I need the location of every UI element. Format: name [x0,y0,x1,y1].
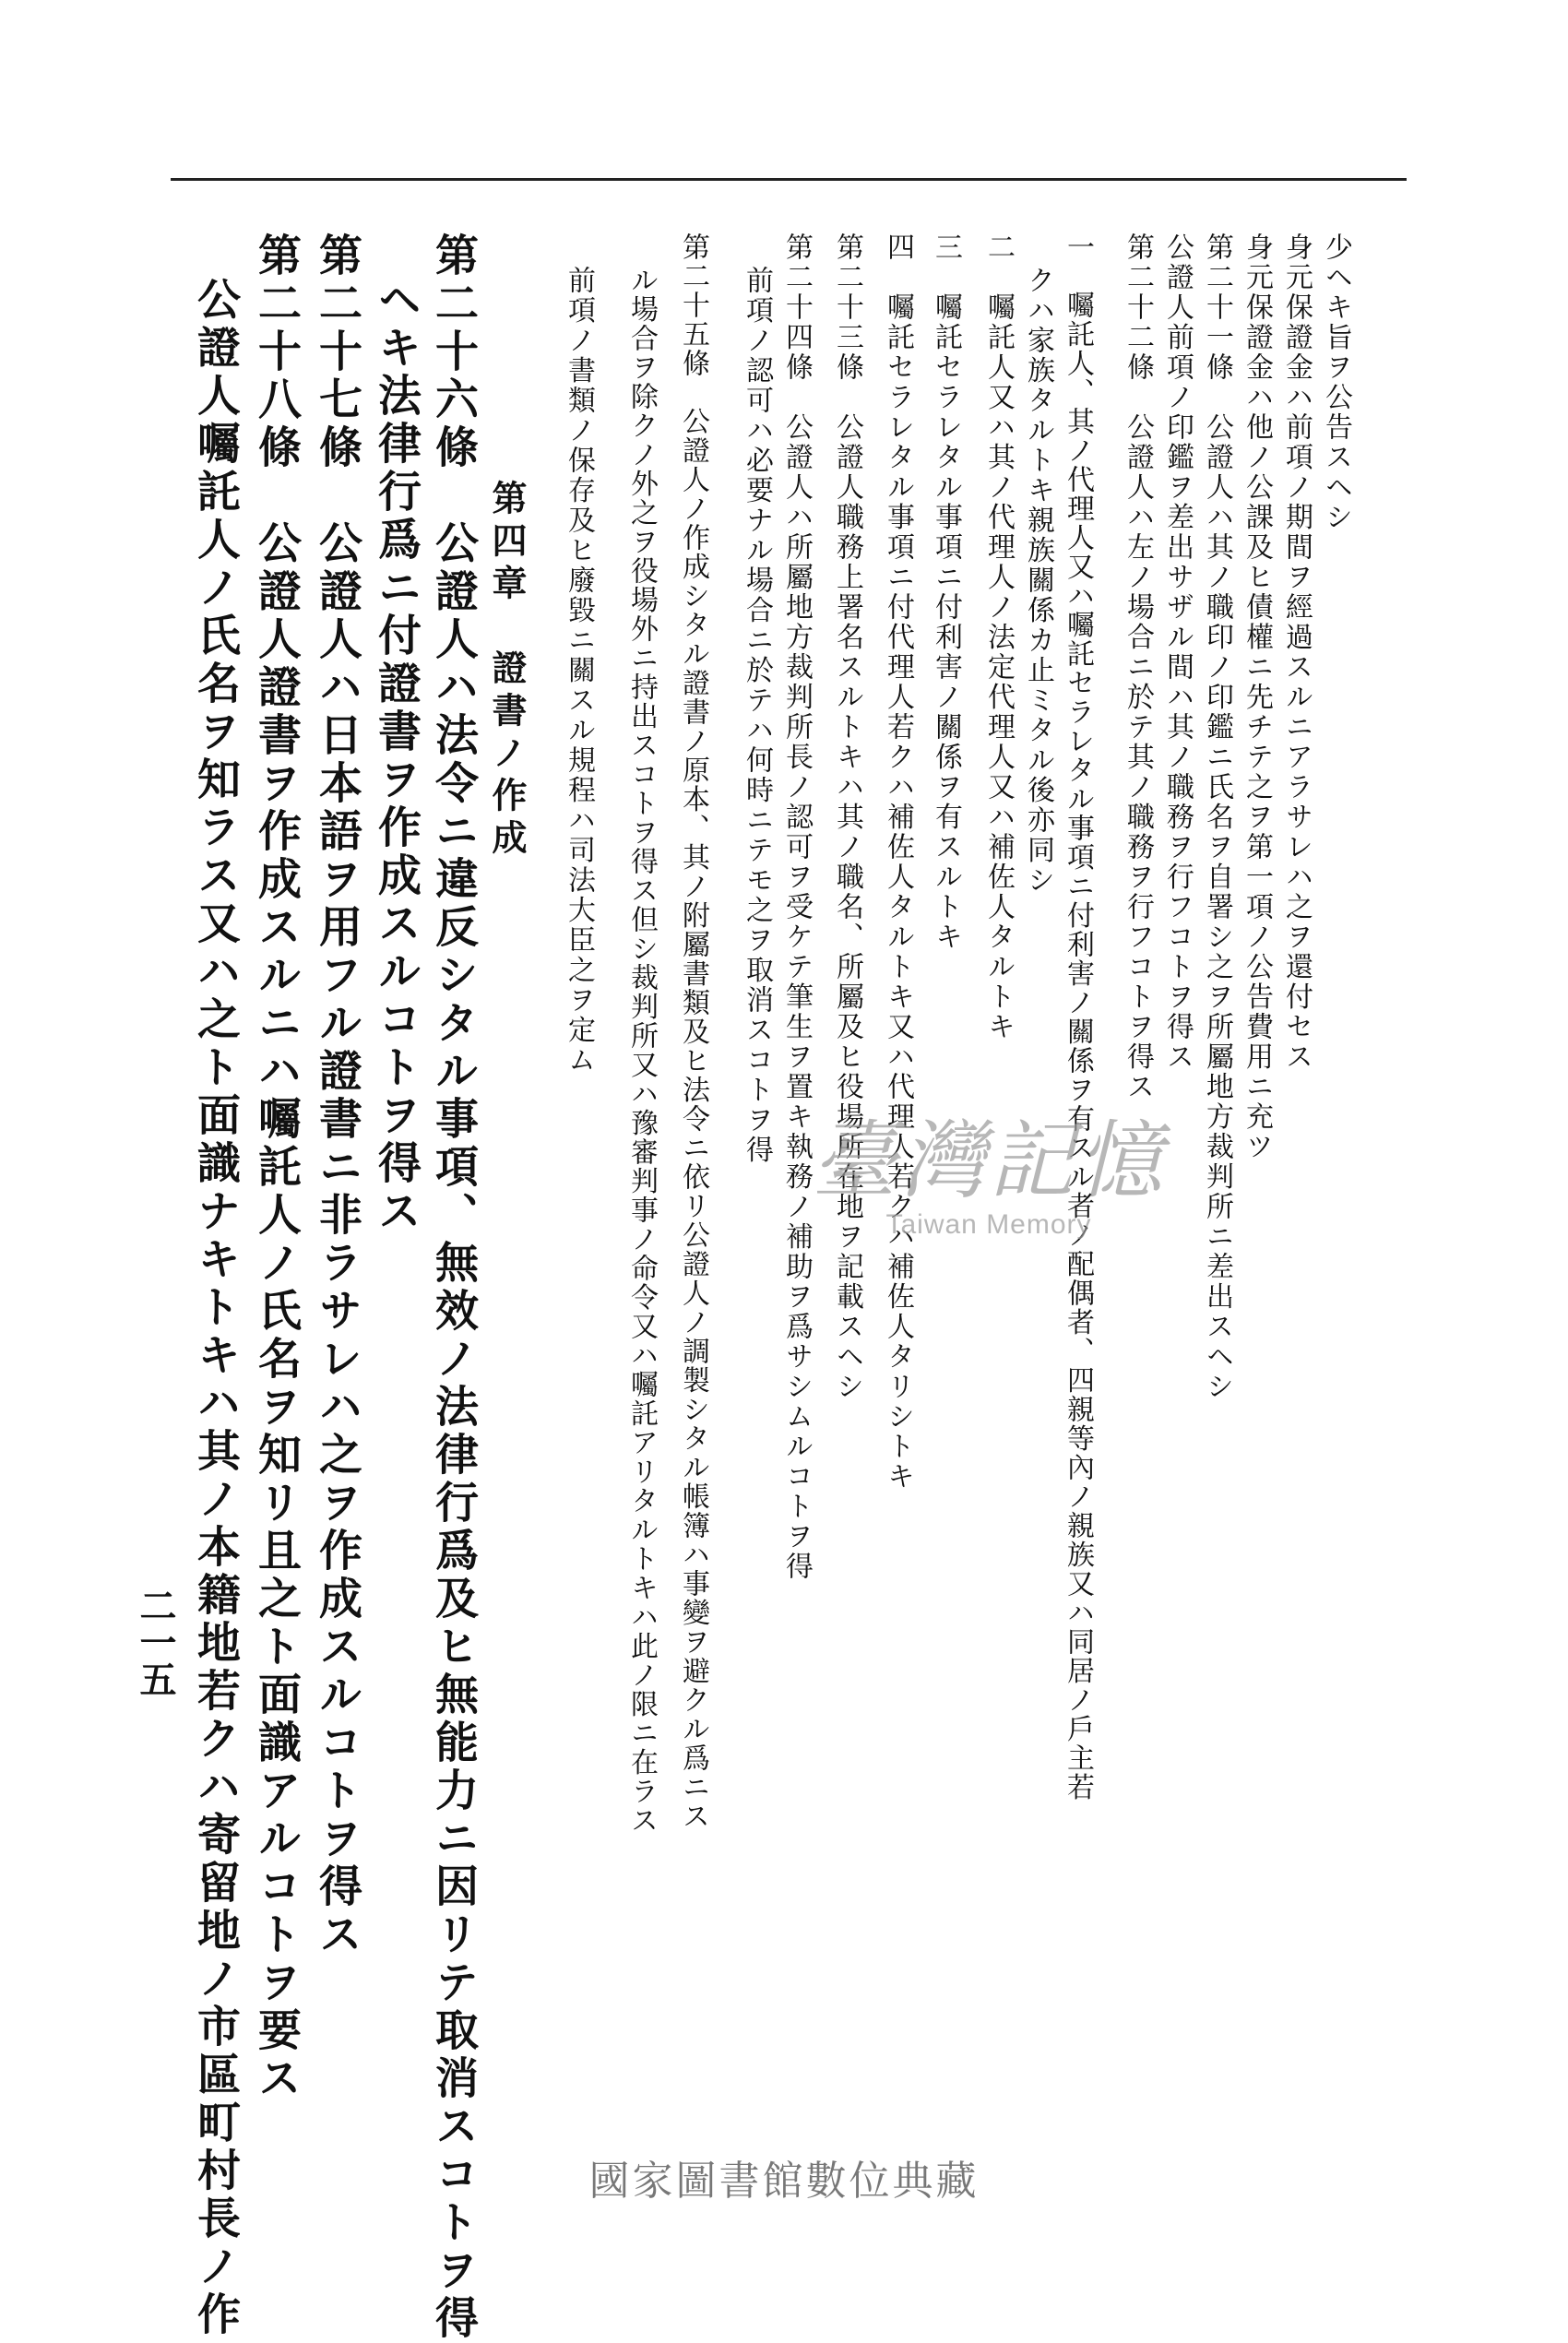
text-column: 四 囑託セラレタル事項ニ付代理人若クハ補佐人タルトキ又ハ代理人若クハ補佐人タリシトキ [882,232,914,1492]
text-column: 三 囑託セラレタル事項ニ付利害ノ關係ヲ有スルトキ [930,232,962,952]
article-22: 第二十二條 公證人ハ左ノ場合ニ於テ其ノ職務ヲ行フコトヲ得ス [1122,232,1154,1102]
header-rule [171,178,1407,181]
text-column: 前項ノ認可ハ必要ナル場合ニ於テハ何時ニテモ之ヲ取消スコトヲ得 [741,266,773,1165]
text-column: 公證人前項ノ印鑑ヲ差出サザル間ハ其ノ職務ヲ行フコトヲ得ス [1161,232,1194,1072]
article-21: 第二十一條 公證人ハ其ノ職印ノ印鑑ニ氏名ヲ自署シ之ヲ所屬地方裁判所ニ差出スヘシ [1201,232,1233,1402]
watermark-title: 臺灣記憶 [812,1112,1167,1210]
article-27: 第二十七條 公證人ハ日本語ヲ用フル證書ニ非ラサレハ之ヲ作成スルコトヲ得ス [312,232,362,1959]
watermark-logo [812,1093,1166,1241]
text-column: ヘキ法律行爲ニ付證書ヲ作成スルコトヲ得ス [371,277,422,1236]
article-26: 第二十六條 公證人ハ法令ニ違反シタル事項、無效ノ法律行爲及ヒ無能力ニ因リテ取消スコトヲ得 [428,232,479,2343]
text-column: 身元保證金ハ前項ノ期間ヲ經過スルニアラサレハ之ヲ還付セス [1280,232,1313,1072]
article-28: 第二十八條 公證人證書ヲ作成スルニハ囑託人ノ氏名ヲ知リ且之ト面識アルコトヲ要ス [251,232,302,2103]
chapter-heading: 第四章 證書ノ作成 [486,480,528,862]
watermark-subtitle: Taiwan Memory [885,1209,1092,1240]
text-column: クハ家族タルトキ親族關係カ止ミタル後亦同シ [1022,266,1054,896]
article-24: 第二十四條 公證人ハ所屬地方裁判所長ノ認可ヲ受ケテ筆生ヲ置キ執務ノ補助ヲ爲サシムルコトヲ得 [780,232,813,1582]
page-number: 二一五 [134,1587,177,1697]
text-column: 身元保證金ハ他ノ公課及ヒ債權ニ先チテ之ヲ第一項ノ公告費用ニ充ツ [1241,232,1273,1162]
text-column: 一 囑託人、其ノ代理人又ハ囑託セラレタル事項ニ付利害ノ關係ヲ有スル者ノ配偶者、四親等內ノ親族又ハ同居ノ戶主若 [1062,232,1094,1802]
article-25: 第二十五條 公證人ノ作成シタル證書ノ原本、其ノ附屬書類及ヒ法令ニ依リ公證人ノ調製シタル帳簿ハ事變ヲ避クル爲ニス [677,232,709,1831]
text-column: 前項ノ書類ノ保存及ヒ廢毀ニ關スル規程ハ司法大臣之ヲ定ム [563,266,595,1076]
text-column: ル場合ヲ除クノ外之ヲ役場外ニ持出スコトヲ得ス但シ裁判所又ハ豫審判事ノ命令又ハ囑託アリタルトキハ此ノ限ニ在ラス [625,266,658,1835]
text-column: 少ヘキ旨ヲ公告スヘシ [1320,232,1352,532]
article-23: 第二十三條 公證人職務上署名スルトキハ其ノ職名、所屬及ヒ役場所在地ヲ記載スヘシ [831,232,863,1402]
text-column: 二 囑託人又ハ其ノ代理人ノ法定代理人又ハ補佐人タルトキ [982,232,1015,1042]
text-column: 公證人囑託人ノ氏名ヲ知ラス又ハ之ト面識ナキトキハ其ノ本籍地若クハ寄留地ノ市區町村長ノ作 [190,277,241,2339]
footer-caption: 國家圖書館數位典藏 [588,2158,980,2205]
